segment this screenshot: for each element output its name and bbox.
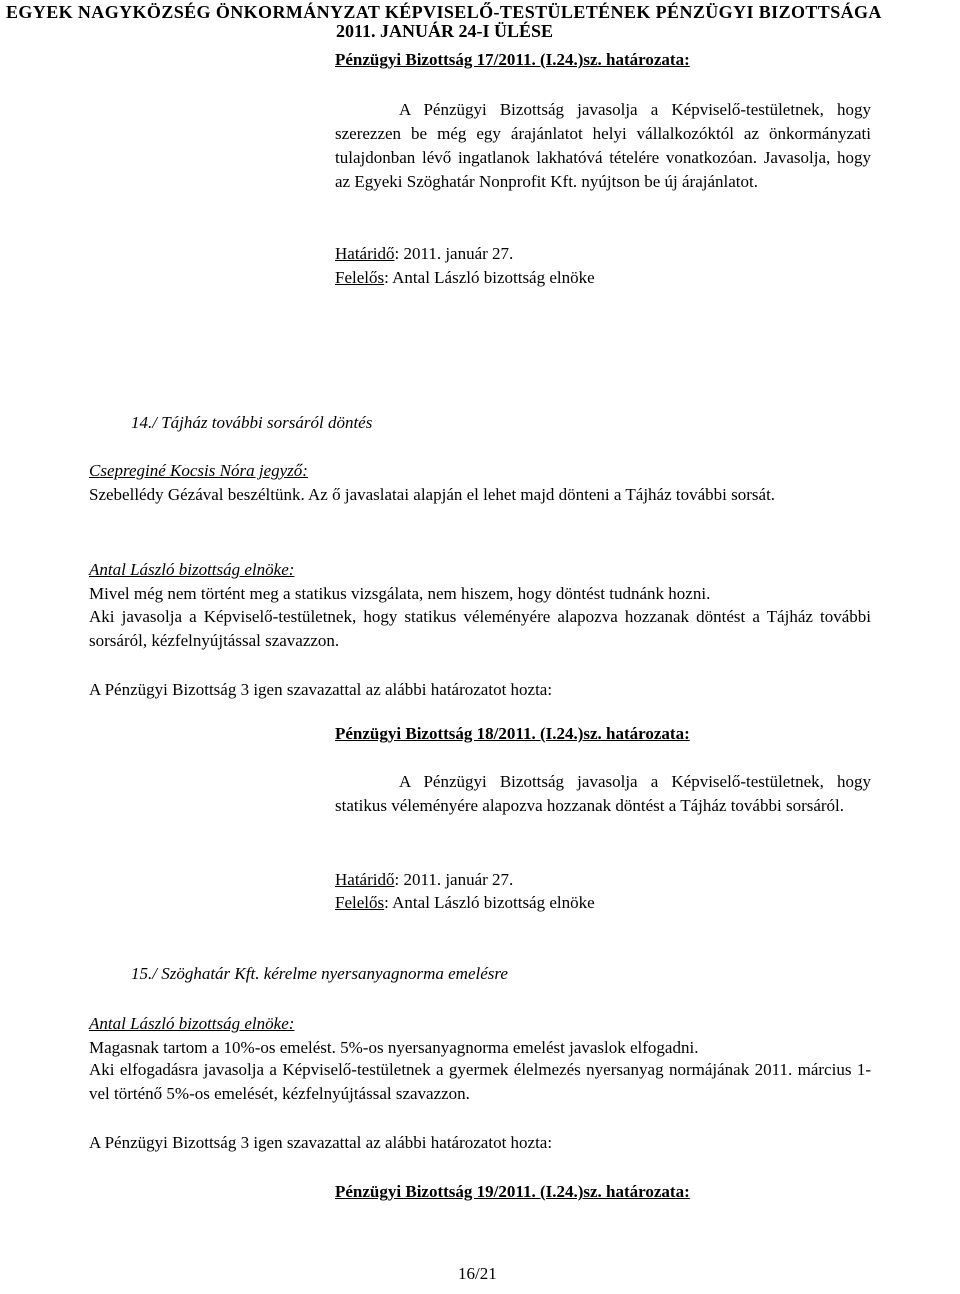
page-number: 16/21 <box>458 1264 497 1283</box>
speaker-chairman: Antal László bizottság elnöke: <box>89 560 295 579</box>
speaker-notary: Csepreginé Kocsis Nóra jegyző: <box>89 461 308 480</box>
agenda-item-15-title: 15./ Szöghatár Kft. kérelme nyersanyagnorma emelésre <box>131 964 508 983</box>
deadline-label: Határidő <box>335 244 395 263</box>
responsible-label: Felelős <box>335 893 385 912</box>
resolution-18-deadline <box>335 868 513 892</box>
vote-result-14: A Pénzügyi Bizottság 3 igen szavazattal az alábbi határozatot hozta: <box>89 680 553 699</box>
document-header-title: EGYEK NAGYKÖZSÉG ÖNKORMÁNYZAT KÉPVISELŐ-TESTÜLETÉNEK PÉNZÜGYI BIZOTTSÁGA <box>6 2 882 22</box>
speech-chairman-line1: Mivel még nem történt meg a statikus vizsgálata, nem hiszem, hogy döntést tudnánk hozni. <box>89 584 711 603</box>
resolution-17-text: A Pénzügyi Bizottság javasolja a Képviselő-testületnek, hogy szerezzen be még egy árajánlatot helyi vállalkozóktól az önkormányzati tulajdonban lévő ingatlanok lakhatóvá tételére vonatkozóan. Javasolja, hogy az Egyeki Szöghatár Nonprofit Kft. nyújtson be új árajánlatot. <box>335 100 871 191</box>
responsible-label: Felelős <box>335 268 385 287</box>
deadline-value: : 2011. január 27. <box>394 870 514 889</box>
resolution-19-title: Pénzügyi Bizottság 19/2011. (I.24.)sz. határozata: <box>335 1182 690 1201</box>
speech-notary: Szebellédy Gézával beszéltünk. Az ő javaslatai alapján el lehet majd dönteni a Tájház további sorsát. <box>89 485 776 504</box>
speech-chairman-15-line1: Magasnak tartom a 10%-os emelést. 5%-os nyersanyagnorma emelést javaslok elfogadni. <box>89 1038 699 1057</box>
resolution-18-title: Pénzügyi Bizottság 18/2011. (I.24.)sz. határozata: <box>335 724 690 743</box>
resolution-17-deadline <box>335 242 513 266</box>
vote-result-15: A Pénzügyi Bizottság 3 igen szavazattal az alábbi határozatot hozta: <box>89 1133 553 1152</box>
deadline-label: Határidő <box>335 870 395 889</box>
responsible-value: : Antal László bizottság elnöke <box>384 268 595 287</box>
resolution-17-title: Pénzügyi Bizottság 17/2011. (I.24.)sz. határozata: <box>335 50 690 69</box>
responsible-value: : Antal László bizottság elnöke <box>384 893 595 912</box>
resolution-18-text: A Pénzügyi Bizottság javasolja a Képviselő-testületnek, hogy statikus véleményére alapozva hozzanak döntést a Tájház további sorsáról. <box>335 772 871 815</box>
document-header-meeting: 2011. JANUÁR 24-I ÜLÉSE <box>336 21 554 41</box>
resolution-18-responsible <box>335 891 595 915</box>
resolution-17-responsible <box>335 266 595 290</box>
speaker-chairman-15: Antal László bizottság elnöke: <box>89 1014 295 1033</box>
speech-chairman-15-motion: Aki elfogadásra javasolja a Képviselő-testületnek a gyermek élelmezés nyersanyag normájának 2011. március 1-vel történő 5%-os emelését, kézfelnyújtással szavazzon. <box>89 1060 871 1103</box>
agenda-item-14-title: 14./ Tájház további sorsáról döntés <box>131 413 373 432</box>
deadline-value: : 2011. január 27. <box>394 244 514 263</box>
speech-chairman-motion: Aki javasolja a Képviselő-testületnek, hogy statikus véleményére alapozva hozzanak döntést a Tájház további sorsáról, kézfelnyújtással szavazzon. <box>89 607 871 650</box>
